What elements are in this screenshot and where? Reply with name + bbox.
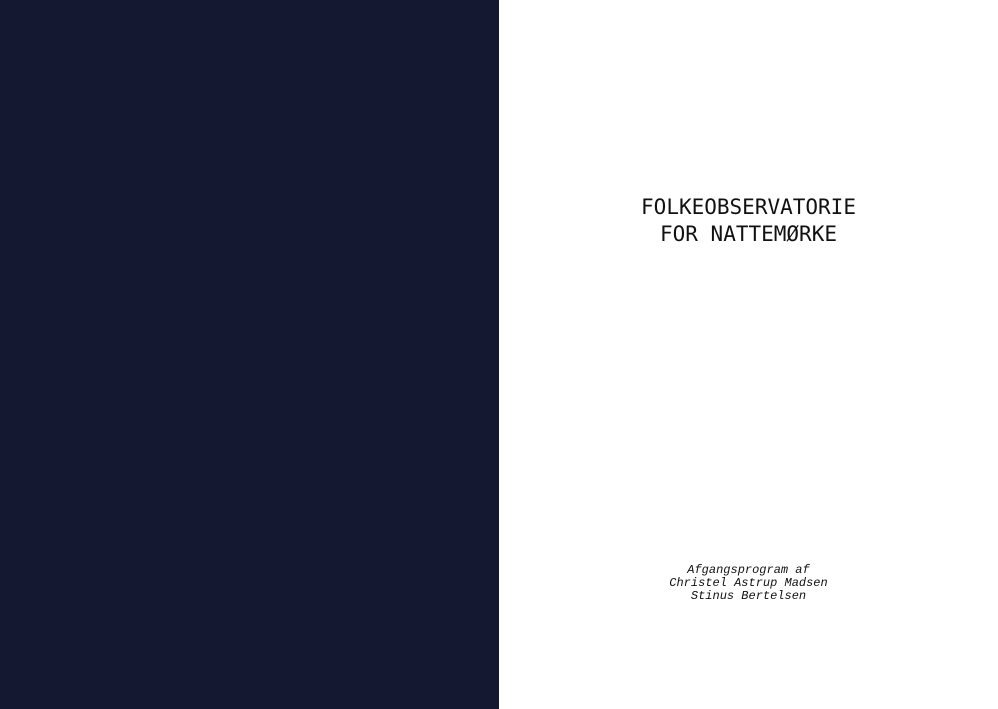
cover-title-line-1: FOLKEOBSERVATORIE: [641, 195, 856, 219]
credits-author-1: Christel Astrup Madsen: [669, 576, 828, 590]
credits-line-1: Afgangsprogram af: [687, 563, 810, 577]
cover-title-line-2: FOR NATTEMØRKE: [659, 222, 837, 246]
credits-author-2: Stinus Bertelsen: [690, 589, 807, 603]
cover-title: [499, 194, 998, 248]
cover-credits: [499, 564, 998, 603]
right-page-cover: [499, 0, 998, 709]
